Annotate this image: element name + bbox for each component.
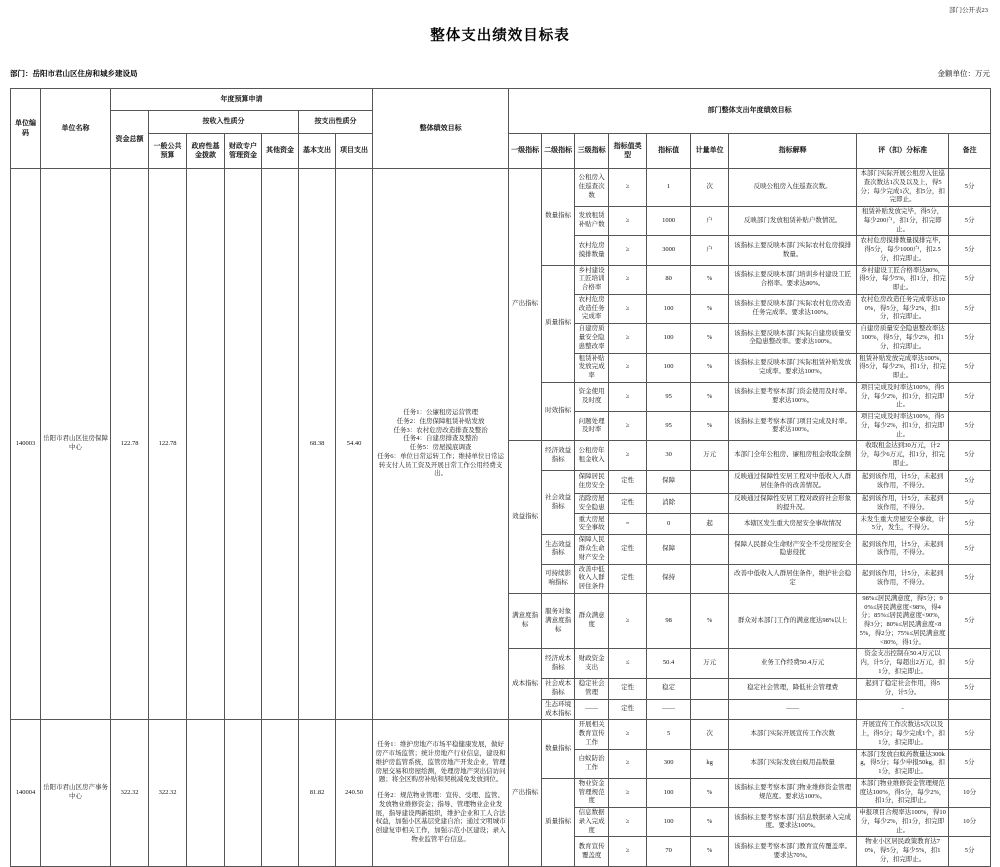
level3-cell: 白蚁防治工作 [575,749,609,778]
scoring-cell: 物业小区居民政策教育达70%，得5分，每少5%，扣1分，扣完即止。 [857,837,949,866]
value-cell: 100 [647,778,691,807]
remark-cell: 5分 [949,353,991,382]
level2-cell: 社会效益指标 [542,470,575,535]
header-overall-target: 整体绩效目标 [373,89,509,169]
value-cell: 98 [647,593,691,649]
level2-cell: 数量指标 [542,720,575,779]
target-line: 任务5：房屋摸底调查 [409,444,472,452]
value-cell: 300 [647,749,691,778]
remark-cell: 5分 [949,207,991,236]
remark-cell: 5分 [949,535,991,564]
scoring-cell: 起到该作用，计5分，未起到该作用，不得分。 [857,535,949,564]
value-type-cell: ≥ [609,778,647,807]
remark-cell: 5分 [949,470,991,493]
fiscal-account-cell [225,169,262,720]
level3-cell: 公租房入住巡查次数 [575,169,609,207]
remark-cell [949,699,991,720]
value-cell: 保持 [647,564,691,593]
value-type-cell: ≥ [609,808,647,837]
header-value-type: 指标值类型 [609,134,647,169]
unit-cell [691,470,729,493]
overall-target-cell [373,169,509,720]
scoring-cell: 起到了稳定社会作用，得5分，计5分。 [857,678,949,699]
remark-cell: 5分 [949,514,991,535]
value-type-cell: = [609,514,647,535]
explain-cell: 该指标主要考察本部门资金使用及时率。要求达100%。 [729,382,857,411]
unit-cell: % [691,353,729,382]
header-scoring: 评（扣）分标准 [857,134,949,169]
target-line: 任务3：农村危房改造排查及整治 [393,426,488,434]
header-unit-code: 单位编码 [11,89,41,169]
value-cell: 30 [647,441,691,470]
explain-cell: 本辖区发生重大房屋安全事故情况 [729,514,857,535]
scoring-cell: 本部门物业维修资金管理规范度达100%，得5分，每少2%，扣1分，扣完即止。 [857,778,949,807]
indicator-row [11,169,991,207]
level3-cell: 自建房质量安全隐患整改率 [575,324,609,353]
level3-cell: 教育宣传覆盖度 [575,837,609,866]
explain-cell: 反映公租房入住巡查次数。 [729,169,857,207]
target-paragraph: 任务2：规范物业管理：宣传、受理、监管、发放物业维修资金；指导、管理物业企业发展，指导建设两新组织，维护企业和工人合法权益，加强小区基层党建自治；通过文明城市创建复审相关工作，加强示范小区建设；录入物业监管平台信息。 [375,792,506,843]
explain-cell: 该指标主要考察本部门物业维修资金管理规范度。要求达100%。 [729,778,857,807]
level2-cell: 时效指标 [542,382,575,441]
explain-cell: 反映部门发放租赁补贴户数情况。 [729,207,857,236]
scoring-cell: 申报项目合规率达100%，得10分，每少2%，扣1分，扣完即止。 [857,808,949,837]
level3-cell: 信息数据录入完成度 [575,808,609,837]
explain-cell: 该指标主要考察本部门信息数据录入完成度。要求达100%。 [729,808,857,837]
value-type-cell: ≥ [609,169,647,207]
unit-cell: kg [691,749,729,778]
value-type-cell: ≥ [609,837,647,866]
value-cell: 80 [647,265,691,294]
value-cell: 70 [647,837,691,866]
scoring-cell: 98%≤居民满意度，得5分；90%≤居民满意度<98%，得4分；85%≤居民满意度<90%，得3分；80%≤居民满意度<85%，得2分；75%≤居民满意度<80%，得1分。 [857,593,949,649]
level3-cell: 财政资金支出 [575,649,609,678]
unit-cell: 万元 [691,649,729,678]
unit-cell [691,699,729,720]
level1-cell: 产出指标 [509,720,542,866]
header-annual-budget: 年度预算申请 [111,89,373,111]
unit-cell: % [691,837,729,866]
remark-cell: 5分 [949,324,991,353]
scoring-cell: - [857,699,949,720]
value-type-cell: ≥ [609,441,647,470]
level3-cell: 农村危房改造任务完成率 [575,294,609,323]
explain-cell: 该指标主要考察本部门教育宣传覆盖率。要求达70%。 [729,837,857,866]
amount-unit-label: 金额单位：万元 [937,69,990,78]
unit-cell [691,564,729,593]
header-general-public: 一般公共预算 [149,134,187,169]
explain-cell: 业务工作经费50.4万元 [729,649,857,678]
level3-cell: 资金使用及时度 [575,382,609,411]
value-type-cell: ≥ [609,720,647,749]
level1-cell: 成本指标 [509,649,542,720]
value-type-cell: ≥ [609,294,647,323]
scoring-cell: 起到该作用，计5分，未起到该作用，不得分。 [857,564,949,593]
level1-cell: 满意度指标 [509,593,542,649]
value-cell: 50.4 [647,649,691,678]
project-expense-cell: 54.40 [336,169,373,720]
value-cell: 稳定 [647,678,691,699]
remark-cell: 5分 [949,169,991,207]
gov-fund-cell [187,169,225,720]
other-funds-cell [262,169,299,720]
explain-cell: 群众对本部门工作的满意度达98%以上 [729,593,857,649]
level2-cell: 经济成本指标 [542,649,575,678]
header-explain: 指标解释 [729,134,857,169]
meta-line [10,68,990,80]
explain-cell: 该指标主要反映本部门实际农村危房摸排数量。 [729,236,857,265]
remark-cell: 5分 [949,564,991,593]
level1-cell: 产出指标 [509,169,542,441]
level3-cell: 物业资金管理规范度 [575,778,609,807]
unit-cell: % [691,412,729,441]
page-title: 整体支出绩效目标表 [430,28,570,44]
explain-cell: 稳定社会管理，降低社会管理费 [729,678,857,699]
header-other-funds: 其他资金 [262,134,299,169]
header-by-expense: 按支出性质分 [299,111,373,134]
value-type-cell: ≥ [609,593,647,649]
remark-cell: 10分 [949,778,991,807]
level3-cell: 农村危房摸排数量 [575,236,609,265]
scoring-cell: 未发生重大房屋安全事故，计5分，发生，不得分。 [857,514,949,535]
value-type-cell: ≤ [609,649,647,678]
scoring-cell: 自建房质量安全隐患整改率达100%，得5分，每少2%，扣1分，扣完即止。 [857,324,949,353]
value-type-cell: ≥ [609,324,647,353]
level3-cell: 重大房屋安全事故 [575,514,609,535]
project-expense-cell: 240.50 [336,720,373,866]
value-type-cell: ≥ [609,412,647,441]
explain-cell: —— [729,699,857,720]
unit-cell: % [691,294,729,323]
remark-cell: 5分 [949,382,991,411]
target-line: 任务2：住房保障租赁补贴发放 [396,417,485,425]
value-cell: 3000 [647,236,691,265]
header-remark: 备注 [949,134,991,169]
value-type-cell: ≥ [609,236,647,265]
header-dept-annual-target: 部门整体支出年度绩效目标 [509,89,991,134]
explain-cell: 本部门全年公租房、廉租房租金收取金额 [729,441,857,470]
scoring-cell: 乡村建设工匠合格率达80%，得5分，每少5%，扣1分，扣完即止。 [857,265,949,294]
value-type-cell: ≥ [609,207,647,236]
level2-cell: 生态环境成本指标 [542,699,575,720]
remark-cell: 5分 [949,412,991,441]
unit-cell: 户 [691,207,729,236]
header-basic-expense: 基本支出 [299,134,336,169]
level3-cell: 租赁补贴发放完成率 [575,353,609,382]
remark-cell: 5分 [949,593,991,649]
scoring-cell: 项目完成及时率达100%，得5分，每少2%，扣1分，扣完即止。 [857,382,949,411]
explain-cell: 本部门实际开展宣传工作次数 [729,720,857,749]
unit-name-cell: 岳阳市君山区住房保障中心 [41,169,111,720]
value-type-cell: 定性 [609,564,647,593]
remark-cell: 5分 [949,236,991,265]
scoring-cell: 起到该作用，计5分，未起到该作用，不得分。 [857,470,949,493]
unit-cell: 起 [691,514,729,535]
level3-cell: 公租房年租金收入 [575,441,609,470]
unit-cell [691,535,729,564]
basic-expense-cell: 81.82 [299,720,336,866]
value-cell: 95 [647,382,691,411]
scoring-cell: 本部门实际开展公租房入住巡查次数达1次及以及上，得5分；每少完成1次，扣5分，扣完即止。 [857,169,949,207]
performance-table [10,88,991,867]
unit-cell: % [691,324,729,353]
level3-cell: 群众满意度 [575,593,609,649]
value-cell: —— [647,699,691,720]
explain-cell: 该指标主要反映本部门实际自建房质量安全隐患整改率。要求达100%。 [729,324,857,353]
header-measure-unit: 计量单位 [691,134,729,169]
scoring-cell: 本部门发放白蚁药数量达300kg，得5分；每少申报50kg，扣1分，扣完即止。 [857,749,949,778]
unit-cell: 次 [691,720,729,749]
header-value: 指标值 [647,134,691,169]
level2-cell: 生态效益指标 [542,535,575,564]
remark-cell: 5分 [949,749,991,778]
level3-cell: 问题处理及时率 [575,412,609,441]
value-cell: 100 [647,353,691,382]
explain-cell: 该指标主要考察本部门项目完成及时率。要求达100%。 [729,412,857,441]
value-type-cell: 定性 [609,535,647,564]
indicator-row [11,720,991,749]
scoring-cell: 收取租金达到30万元，计2分，每少6万元，扣1分，扣完即止。 [857,441,949,470]
value-cell: 5 [647,720,691,749]
level3-cell: 保障居民住房安全 [575,470,609,493]
level2-cell: 社会成本指标 [542,678,575,699]
remark-cell: 5分 [949,720,991,749]
header-unit-name: 单位名称 [41,89,111,169]
unit-cell: 户 [691,236,729,265]
value-cell: 1000 [647,207,691,236]
explain-cell: 本部门实际发放白蚁用品数量 [729,749,857,778]
unit-cell: % [691,778,729,807]
overall-target-cell [373,720,509,866]
level3-cell: 开展相关教育宣传工作 [575,720,609,749]
level2-cell: 服务对象满意度指标 [542,593,575,649]
other-funds-cell [262,720,299,866]
unit-cell: % [691,265,729,294]
target-line: 任务4：自建房排查及整治 [403,435,478,443]
department-label: 部门：岳阳市君山区住房和城乡建设局 [10,69,138,78]
remark-cell: 5分 [949,493,991,514]
explain-cell: 改善中低收入人群居住条件，维护社会稳定 [729,564,857,593]
value-type-cell: ≥ [609,265,647,294]
remark-cell: 5分 [949,649,991,678]
value-cell: 消除 [647,493,691,514]
header-project-expense: 项目支出 [336,134,373,169]
value-cell: 100 [647,294,691,323]
unit-cell: 次 [691,169,729,207]
explain-cell: 反映通过保障性安居工程对中低收入人群居住条件的改善情况。 [729,470,857,493]
header-level2: 二级指标 [542,134,575,169]
level1-cell: 效益指标 [509,441,542,593]
level2-cell: 可持续影响指标 [542,564,575,593]
gov-fund-cell [187,720,225,866]
value-type-cell: 定性 [609,699,647,720]
target-paragraph: 任务1：维护房地产市场平稳健康发展，做好房产市场监管；统计房地产行业信息，建设和维护房监管系统，监管房地产开发企业，管理房屋交易和房屋绘测，处理房地产突出信访问题；将全区购房补贴和契税减免发放到位。 [375,741,506,784]
remark-cell: 5分 [949,294,991,323]
value-cell: 0 [647,514,691,535]
header-fiscal-account: 财政专户管理资金 [225,134,262,169]
explain-cell: 该指标主要反映本部门实际租赁补贴发放完成率。要求达100%。 [729,353,857,382]
total-funds-cell: 122.78 [111,169,149,720]
level3-cell: 改善中低收入人群居住条件 [575,564,609,593]
unit-name-cell: 岳阳市君山区房产事务中心 [41,720,111,866]
value-cell: 保障 [647,535,691,564]
header-total-funds: 资金总额 [111,111,149,169]
unit-code-cell: 140004 [11,720,41,866]
remark-cell: 5分 [949,678,991,699]
fiscal-account-cell [225,720,262,866]
explain-cell: 该指标主要反映本部门实际农村危房改造任务完成率。要求达100%。 [729,294,857,323]
unit-cell: % [691,382,729,411]
level3-cell: 稳定社会管理 [575,678,609,699]
level3-cell: —— [575,699,609,720]
basic-expense-cell: 68.38 [299,169,336,720]
explain-cell: 反映通过保障性安居工程对政府社会形象的提升况。 [729,493,857,514]
value-type-cell: 定性 [609,470,647,493]
value-type-cell: ≥ [609,749,647,778]
level3-cell: 发放租赁补贴户数 [575,207,609,236]
header-gov-fund: 政府性基金拨款 [187,134,225,169]
target-line: 任务6：单位日常运转工作；维持单位日常运转支付人员工资及开展日常工作公用经费支出。 [377,452,504,478]
value-type-cell: ≥ [609,353,647,382]
value-type-cell: ≥ [609,382,647,411]
explain-cell: 保障人民群众生命财产安全不受房屋安全隐患侵扰 [729,535,857,564]
value-cell: 100 [647,808,691,837]
level2-cell: 经济效益指标 [542,441,575,470]
unit-cell [691,678,729,699]
level2-cell: 质量指标 [542,265,575,382]
scoring-cell: 起到该作用，计5分，未起到该作用，不得分。 [857,493,949,514]
level2-cell: 质量指标 [542,778,575,866]
explain-cell: 该指标主要反映本部门培训乡村建设工匠合格率。要求达80%。 [729,265,857,294]
general-public-cell: 322.32 [149,720,187,866]
scoring-cell: 租赁补贴发放完成率达100%，得5分，每少2%，扣1分，扣完即止。 [857,353,949,382]
scoring-cell: 租赁补贴发放完毕，得5分，每少200户，扣1分，扣完即止。 [857,207,949,236]
scoring-cell: 农村危房摸排数量摸排完毕，得5分，每少1000户，扣2.5分，扣完即止。 [857,236,949,265]
value-type-cell: 定性 [609,678,647,699]
unit-cell: % [691,593,729,649]
remark-cell: 10分 [949,808,991,837]
scoring-cell: 开展宣传工作次数达5次以及上，得5分；每少完成1个，扣1分，扣完即止。 [857,720,949,749]
level3-cell: 保障人民群众生命财产安全 [575,535,609,564]
value-cell: 保障 [647,470,691,493]
unit-code-cell: 140003 [11,169,41,720]
value-cell: 100 [647,324,691,353]
target-line: 任务1：公廉租房运营管理 [403,409,478,417]
remark-cell: 5分 [949,265,991,294]
header-level1: 一级指标 [509,134,542,169]
remark-cell: 5分 [949,837,991,866]
header-row-1 [11,89,991,111]
unit-cell: % [691,808,729,837]
value-cell: 95 [647,412,691,441]
level3-cell: 消除房屋安全隐患 [575,493,609,514]
value-type-cell: 定性 [609,493,647,514]
general-public-cell: 122.78 [149,169,187,720]
remark-cell: 5分 [949,441,991,470]
doc-number: 部门公开表23 [949,7,988,14]
level3-cell: 乡村建设工匠培训合格率 [575,265,609,294]
level2-cell: 数量指标 [542,169,575,266]
scoring-cell: 农村危房改造任务完成率达100%，得5分，每少2%，扣1分，扣完即止。 [857,294,949,323]
unit-cell [691,493,729,514]
scoring-cell: 资金支出控制在50.4万元以内，计5分，每超出2万元，扣1分，扣完即止。 [857,649,949,678]
unit-cell: 万元 [691,441,729,470]
header-level3: 三级指标 [575,134,609,169]
value-cell: 1 [647,169,691,207]
total-funds-cell: 322.32 [111,720,149,866]
header-by-income: 按收入性质分 [149,111,299,134]
scoring-cell: 项目完成及时率达100%，得5分，每少2%，扣1分，扣完即止。 [857,412,949,441]
